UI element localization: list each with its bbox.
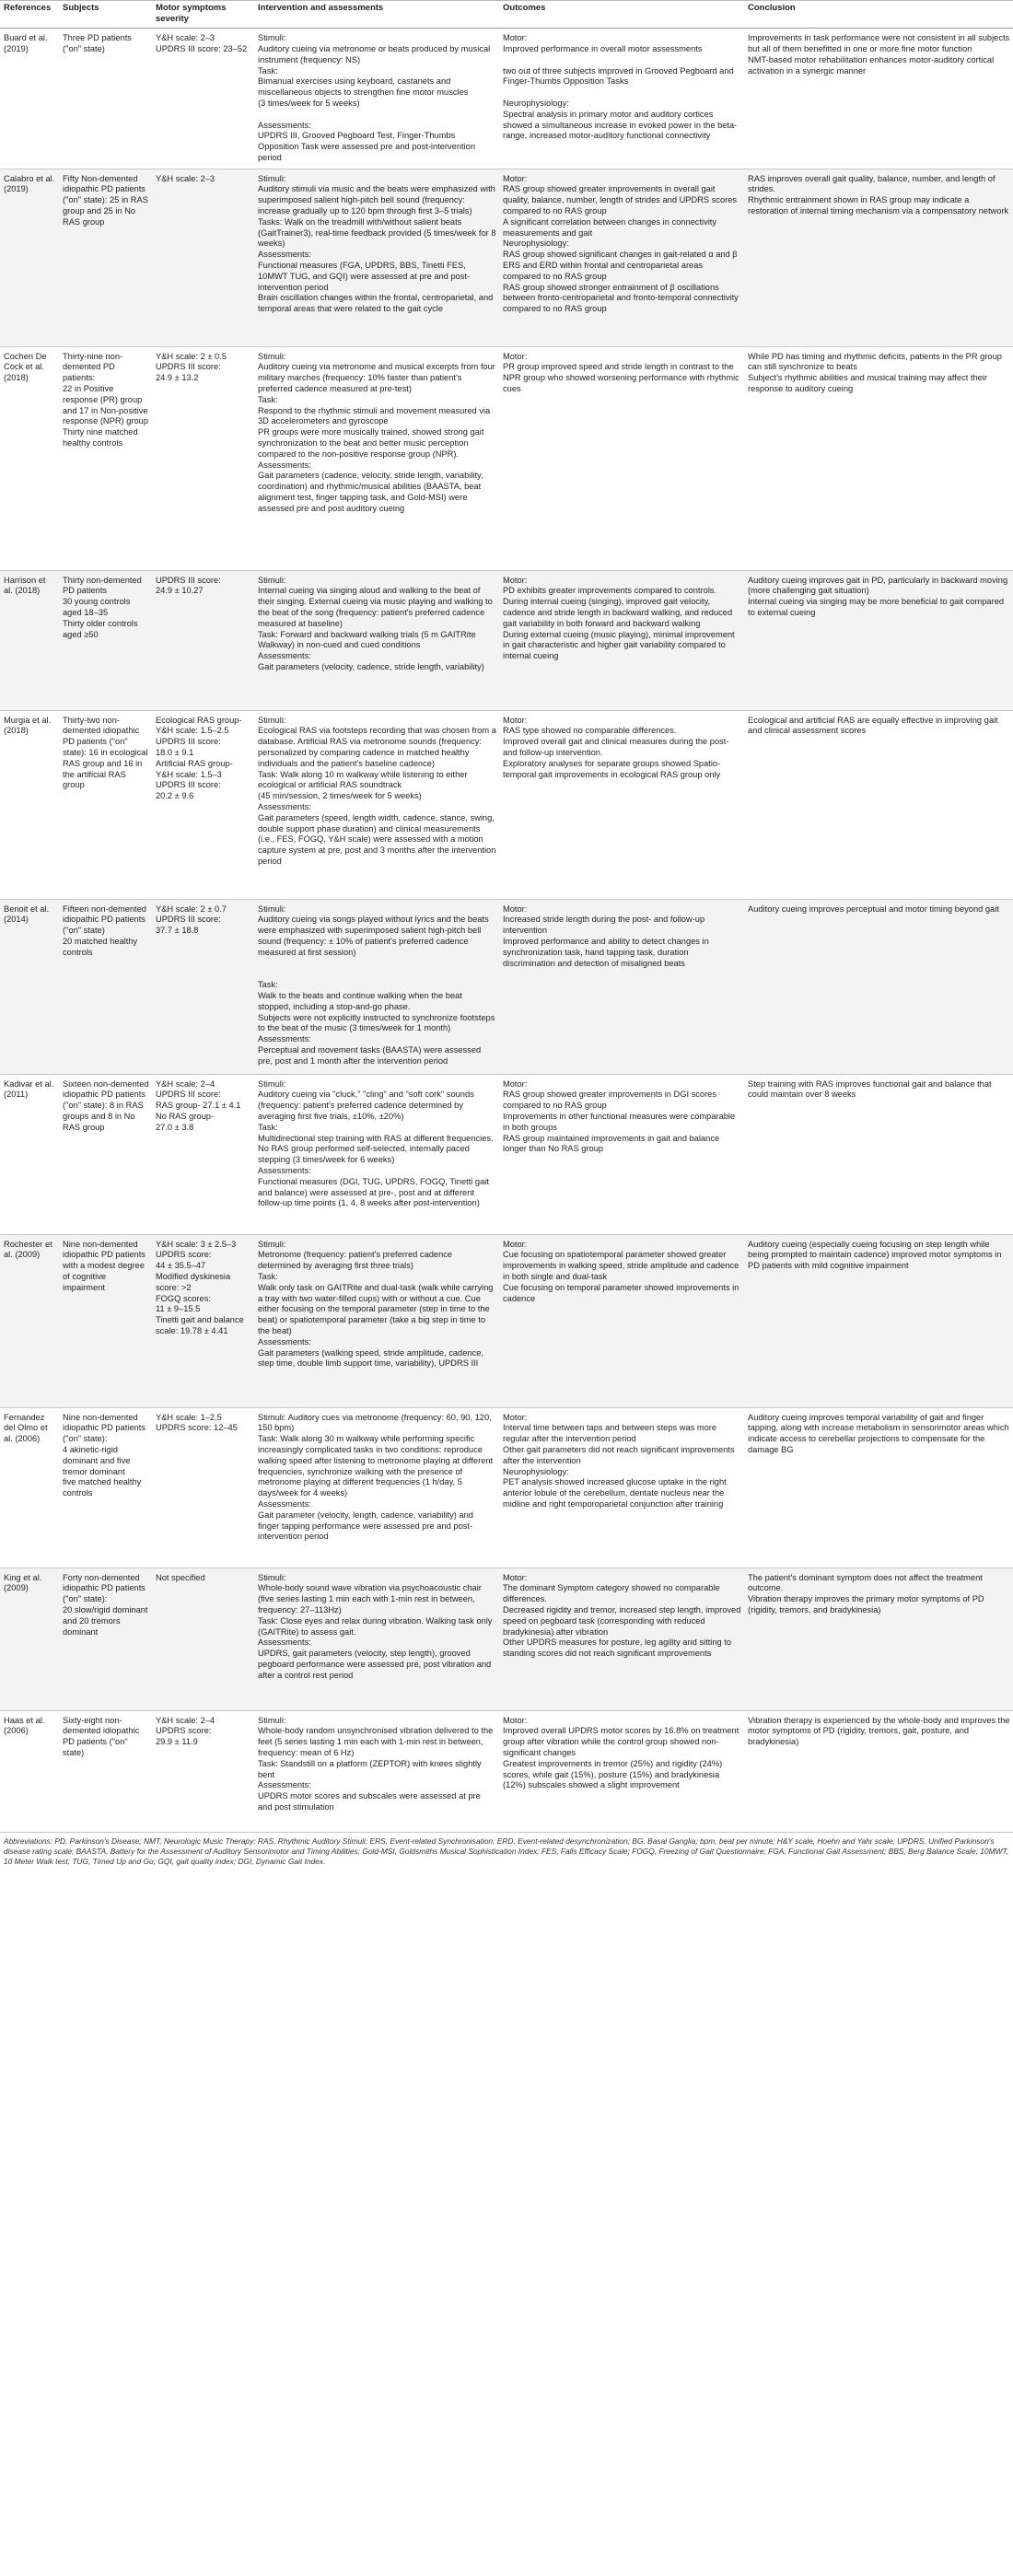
cell-subjects: Forty non-demented idiopathic PD patients ("on" state): 20 slow/rigid dominant and 20 tremors dominant (59, 1568, 152, 1710)
cell-subjects: Thirty-two non-demented idiopathic PD patients ("on" state): 16 in ecological RAS group and 16 in the artificial RAS group (59, 710, 152, 899)
cell-reference: Fernandez del Olmo et al. (2006) (0, 1407, 59, 1568)
cell-reference: Calabro et al. (2019) (0, 169, 59, 346)
cell-intervention: Stimuli: Auditory stimuli via music and the beats were emphasized with superimposed salient high-pitch bell sound (frequency: increase gradually up to 120 bpm through first 3–5 trials) Tasks: Walk on the treadmill with/without salient beats (GaitTrainer3), real-time feedback provided (5 times/week for 8 weeks) Assessments: Functional measures (FGA, UPDRS, BBS, Tinetti FES, 10MWT TUG, and GQI) were assessed at pre and post-intervention period Brain oscillation changes within the frontal, centroparietal, and temporal areas that were related to the gait cycle (254, 169, 499, 346)
cell-subjects: Thirty non-demented PD patients 30 young controls aged 18–35 Thirty older controls aged ≥50 (59, 570, 152, 710)
cell-severity: UPDRS III score: 24.9 ± 10.27 (152, 570, 254, 710)
cell-outcomes: Motor: RAS group showed greater improvements in overall gait quality, balance, number, length of strides and UPDRS scores compared to no RAS group A significant correlation between changes in connectivity measurements and gait Neurophysiology: RAS group showed significant changes in gait-related α and β ERS and ERD within frontal and centroparietal areas compared to no RAS group RAS group showed stronger entrainment of β oscillations between fronto-centroparietal and fronto-temporal connectivity compared to no RAS group (499, 169, 744, 346)
header-severity: Motor symptoms severity (152, 1, 254, 29)
table-row (0, 1710, 1013, 1832)
table-footnote: Abbreviations: PD, Parkinson's Disease; NMT, Neurologic Music Therapy; RAS, Rhythmic Auditory Stimuli; ERS, Event-related Synchronisation; ERD, Event-related desynchronization; BG, Basal Ganglia; bpm, beat per minute; H&Y scale, Hoehn and Yahr scale; UPDRS, Unified Parkinson's disease rating scale; BAASTA, Battery for the Assessment of Auditory Sensorimotor and Timing Abilities; Gold-MSI, Goldsmiths Musical Sophistication Index; FES, Falls Efficacy Scale; FOGQ, Freezing of Gait Questionnaire; FGA, Functional Gait Assessment; BBS, Berg Balance Scale; 10MWT, 10 Meter Walk test; TUG, Timed Up and Go; GQI, gait quality index; DGI, Dynamic Gait Index. (4, 1836, 1009, 1866)
cell-severity: Y&H scale: 3 ± 2.5–3 UPDRS score: 44 ± 35.5–47 Modified dyskinesia score: >2 FOGQ scores: 11 ± 9–15.5 Tinetti gait and balance scale: 19.78 ± 4.41 (152, 1234, 254, 1407)
cell-outcomes: Motor: Interval time between taps and between steps was more regular after the intervention period Other gait parameters did not reach significant improvements after the intervention Neurophysiology: PET analysis showed increased glucose uptake in the right anterior lobule of the cerebellum, dentate nucleus near the midline and right temporoparietal conjunction after training (499, 1407, 744, 1568)
cell-outcomes: Motor: Increased stride length during the post- and follow-up intervention Improved performance and ability to detect changes in synchronization task, hand tapping task, duration discrimination and detection of misaligned beats (499, 899, 744, 1074)
cell-intervention: Stimuli: Whole-body sound wave vibration via psychoacoustic chair (five series lasting 1 min each with 1-min rest in between, frequency: 27–113Hz) Task: Close eyes and relax during vibration. Walking task only (GAITRite) to assess gait. Assessments: UPDRS, gait parameters (velocity, step length), grooved pegboard performance were assessed pre, post vibration and after a control rest period (254, 1568, 499, 1710)
cell-severity: Y&H scale: 2–4 UPDRS III score: RAS group- 27.1 ± 4.1 No RAS group- 27.0 ± 3.8 (152, 1074, 254, 1234)
cell-intervention: Stimuli: Internal cueing via singing aloud and walking to the beat of their singing. External cueing via music playing and walking to the beat of the song (frequency: patient's preferred cadence measured at baseline) Task: Forward and backward walking trials (5 m GAITRite Walkway) in non-cued and cued conditions Assessments: Gait parameters (velocity, cadence, stride length, variability) (254, 570, 499, 710)
table-row (0, 169, 1013, 346)
table-row (0, 1407, 1013, 1568)
cell-reference: Buard et al. (2019) (0, 29, 59, 169)
cell-reference: King et al. (2009) (0, 1568, 59, 1710)
cell-reference: Benoit et al. (2014) (0, 899, 59, 1074)
cell-outcomes: Motor: PR group improved speed and stride length in contrast to the NPR group who showed worsening performance with rhythmic cues (499, 346, 744, 570)
cell-severity: Ecological RAS group- Y&H scale: 1.5–2.5 UPDRS III score: 18.0 ± 9.1 Artificial RAS group- Y&H scale: 1.5–3 UPDRS III score: 20.2 ± 9.6 (152, 710, 254, 899)
cell-reference: Rochester et al. (2009) (0, 1234, 59, 1407)
table-header (0, 1, 1013, 29)
table-body (0, 29, 1013, 1833)
table-row (0, 899, 1013, 1074)
cell-severity: Not specified (152, 1568, 254, 1710)
cell-conclusion: RAS improves overall gait quality, balance, number, and length of strides. Rhythmic entrainment shown in RAS group may indicate a restoration of internal timing mechanism via a compensatory network (744, 169, 1013, 346)
cell-conclusion: Improvements in task performance were not consistent in all subjects but all of them benefitted in one or more fine motor function NMT-based motor rehabilitation enhances motor-auditory cortical activation in a synergic manner (744, 29, 1013, 169)
cell-conclusion: Vibration therapy is experienced by the whole-body and improves the motor symptoms of PD (rigidity, tremors, gait, posture, and bradykinesia) (744, 1710, 1013, 1832)
table-row (0, 1234, 1013, 1407)
cell-outcomes: Motor: Cue focusing on spatiotemporal parameter showed greater improvements in walking speed, stride amplitude and cadence in both single and dual-task Cue focusing on temporal parameter showed improvements in cadence (499, 1234, 744, 1407)
cell-intervention: Stimuli: Auditory cueing via metronome or beats produced by musical instrument (frequency: NS) Task: Bimanual exercises using keyboard, castanets and miscellaneous objects to strengthen fine motor muscles (3 times/week for 5 weeks) Assessments: UPDRS III, Grooved Pegboard Test, Finger-Thumbs Opposition Task were assessed pre and post-intervention period (254, 29, 499, 169)
table-row (0, 570, 1013, 710)
header-outcomes: Outcomes (499, 1, 744, 29)
cell-intervention: Stimuli: Whole-body random unsynchronised vibration delivered to the feet (5 series lasting 1 min each with 1-min rest in between, frequency: mean of 6 Hz) Task: Standstill on a platform (ZEPTOR) with knees slightly bent Assessments: UPDRS motor scores and subscales were assessed at pre and post stimulation (254, 1710, 499, 1832)
header-row (0, 1, 1013, 29)
cell-subjects: Fifteen non-demented idiopathic PD patients ("on" state) 20 matched healthy controls (59, 899, 152, 1074)
cell-subjects: Nine non-demented idiopathic PD patients ("on" state): 4 akinetic-rigid dominant and five tremor dominant five matched healthy controls (59, 1407, 152, 1568)
cell-outcomes: Motor: The dominant Symptom category showed no comparable differences. Decreased rigidity and tremor, increased step length, improved speed on pegboard task (corresponding with reduced bradykinesia) after vibration Other UPDRS measures for posture, leg agility and sitting to standing scores did not reach significant improvements (499, 1568, 744, 1710)
cell-reference: Murgia et al. (2018) (0, 710, 59, 899)
cell-outcomes: Motor: RAS group showed greater improvements in DGI scores compared to no RAS group Improvements in other functional measures were comparable in both groups RAS group maintained improvements in gait and balance longer than No RAS group (499, 1074, 744, 1234)
table-row (0, 710, 1013, 899)
cell-conclusion: Auditory cueing improves gait in PD, particularly in backward moving (more challenging gait situation) Internal cueing via singing may be more beneficial to gait compared to external cueing (744, 570, 1013, 710)
cell-conclusion: Auditory cueing (especially cueing focusing on step length while being prompted to maintain cadence) improved motor symptoms in PD patients with mild cognitive impairment (744, 1234, 1013, 1407)
table-row (0, 1074, 1013, 1234)
cell-severity: Y&H scale: 2–4 UPDRS score: 29.9 ± 11.9 (152, 1710, 254, 1832)
cell-severity: Y&H scale: 2 ± 0.7 UPDRS III score: 37.7 ± 18.8 (152, 899, 254, 1074)
cell-subjects: Nine non-demented idiopathic PD patients with a modest degree of cognitive impairment (59, 1234, 152, 1407)
cell-severity: Y&H scale: 2–3 UPDRS III score: 23–52 (152, 29, 254, 169)
cell-outcomes: Motor: Improved overall UPDRS motor scores by 16.8% on treatment group after vibration while the control group showed non-significant changes Greatest improvements in tremor (25%) and rigidity (24%) scores, while gait (15%), posture (15%) and bradykinesia (12%) subscales showed a slight improvement (499, 1710, 744, 1832)
header-subjects: Subjects (59, 1, 152, 29)
cell-intervention: Stimuli: Metronome (frequency: patient's preferred cadence determined by averaging first three trials) Task: Walk only task on GAITRite and dual-task (walk while carrying a tray with two water-filled cups) with or without a cue. Cue either focusing on the temporal parameter (step in time to the beat) or spatiotemporal parameter (take a big step in time to the beat) Assessments: Gait parameters (walking speed, stride amplitude, cadence, step time, double limb support time, variability), UPDRS III (254, 1234, 499, 1407)
cell-conclusion: Auditory cueing improves temporal variability of gait and finger tapping, along with increase metabolism in sensorimotor areas which indicate access to cerebellar projections to compensate for the damage BG (744, 1407, 1013, 1568)
table-row (0, 346, 1013, 570)
cell-intervention: Stimuli: Auditory cueing via "cluck," "cling" and "soft cork" sounds (frequency: patient's preferred cadence determined by averaging first five trials, ±10%, ±20%) Task: Multidirectional step training with RAS at different frequencies. No RAS group performed self-selected, internally paced stepping (3 times/week for 6 weeks) Assessments: Functional measures (DGI, TUG, UPDRS, FOGQ, Tinetti gait and balance) were assessed at pre-, post and at different follow-up time points (1, 4, 8 weeks after post-intervention) (254, 1074, 499, 1234)
header-conclusion: Conclusion (744, 1, 1013, 29)
cell-conclusion: Ecological and artificial RAS are equally effective in improving gait and clinical assessment scores (744, 710, 1013, 899)
cell-intervention: Stimuli: Auditory cueing via metronome and musical excerpts from four military marches (frequency: 10% faster than patient's preferred cadence measured at pre-test) Task: Respond to the rhythmic stimuli and movement measured via 3D accelerometers and gyroscope PR groups were more musically trained, showed strong gait synchronization to the beat and better music perception compared to the non-positive response group (NPR). Assessments: Gait parameters (cadence, velocity, stride length, variability, coordination) and rhythmic/musical abilities (BAASTA, beat alignment test, finger tapping task, and Gold-MSI) were assessed pre and post auditory cueing (254, 346, 499, 570)
cell-severity: Y&H scale: 2 ± 0.5 UPDRS III score: 24.9 ± 13.2 (152, 346, 254, 570)
cell-conclusion: Auditory cueing improves perceptual and motor timing beyond gait (744, 899, 1013, 1074)
cell-reference: Haas et al. (2006) (0, 1710, 59, 1832)
cell-subjects: Sixteen non-demented idiopathic PD patients ("on" state): 8 in RAS groups and 8 in No RAS group (59, 1074, 152, 1234)
cell-subjects: Fifty Non-demented idiopathic PD patients ("on" state): 25 in RAS group and 25 in No RAS group (59, 169, 152, 346)
cell-intervention: Stimuli: Auditory cues via metronome (frequency: 60, 90, 120, 150 bpm) Task: Walk along 30 m walkway while performing specific increasingly complicated tasks in two conditions: reproduce walking speed after listening to metronome playing at different frequencies, synchronize walking with the presence of metronome playing at different frequencies (1 h/day, 5 days/week for 4 weeks) Assessments: Gait parameter (velocity, length, cadence, variability) and finger tapping performance were assessed pre and post-intervention period (254, 1407, 499, 1568)
cell-conclusion: The patient's dominant symptom does not affect the treatment outcome. Vibration therapy improves the primary motor symptoms of PD (rigidity, tremors, and bradykinesia) (744, 1568, 1013, 1710)
cell-subjects: Thirty-nine non-demented PD patients: 22 in Positive response (PR) group and 17 in Non-positive response (NPR) group Thirty nine matched healthy controls (59, 346, 152, 570)
cell-reference: Harrison et al. (2018) (0, 570, 59, 710)
table-row (0, 1568, 1013, 1710)
cell-subjects: Three PD patients ("on" state) (59, 29, 152, 169)
cell-outcomes: Motor: RAS type showed no comparable differences. Improved overall gait and clinical measures during the post- and follow-up intervention. Exploratory analyses for separate groups showed Spatio-temporal gait improvements in ecological RAS group only (499, 710, 744, 899)
header-intervention: Intervention and assessments (254, 1, 499, 29)
table-row (0, 29, 1013, 169)
header-references: References (0, 1, 59, 29)
cell-conclusion: Step training with RAS improves functional gait and balance that could maintain over 8 weeks (744, 1074, 1013, 1234)
cell-subjects: Sixty-eight non-demented idiopathic PD patients ("on" state) (59, 1710, 152, 1832)
cell-reference: Kadivar et al. (2011) (0, 1074, 59, 1234)
cell-severity: Y&H scale: 2–3 (152, 169, 254, 346)
cell-conclusion: While PD has timing and rhythmic deficits, patients in the PR group can still synchronize to beats Subject's rhythmic abilities and musical training may affect their response to auditory cueing (744, 346, 1013, 570)
cell-reference: Cochen De Cock et al. (2018) (0, 346, 59, 570)
cell-intervention: Stimuli: Ecological RAS via footsteps recording that was chosen from a database. Artificial RAS via metronome sounds (frequency: personalized by comparing cadence in matched healthy individuals and the patient's baseline cadence) Task: Walk along 10 m walkway while listening to either ecological or artificial RAS soundtrack (45 min/session, 2 times/week for 5 weeks) Assessments: Gait parameters (speed, length width, cadence, stance, swing, double support phase duration) and clinical measurements (i.e., FES, FOGQ, Y&H scale) were assessed with a motion capture system at pre, post and 3 months after the intervention period (254, 710, 499, 899)
cell-outcomes: Motor: PD exhibits greater improvements compared to controls. During internal cueing (singing), improved gait velocity, cadence and stride length in backward walking, and reduced gait variability in both forward and backward walking During external cueing (music playing), minimal improvement in gait characteristic and higher gait variability compared to internal cueing (499, 570, 744, 710)
cell-severity: Y&H scale: 1–2.5 UPDRS score: 12–45 (152, 1407, 254, 1568)
cell-intervention: Stimuli: Auditory cueing via songs played without lyrics and the beats were emphasized with superimposed salient high-pitch bell sound (frequency: ± 10% of patient's preferred cadence measured at first session) Task: Walk to the beats and continue walking when the beat stopped, including a stop-and-go phase. Subjects were not explicitly instructed to synchronize footsteps to the beat of the music (3 times/week for 1 month) Assessments: Perceptual and movement tasks (BAASTA) were assessed pre, post and 1 month after the intervention period (254, 899, 499, 1074)
cell-outcomes: Motor: Improved performance in overall motor assessments two out of three subjects improved in Grooved Pegboard and Finger-Thumbs Opposition Tasks Neurophysiology: Spectral analysis in primary motor and auditory cortices showed a simultaneous increase in evoked power in the beta-range, increased motor-auditory functional connectivity (499, 29, 744, 169)
